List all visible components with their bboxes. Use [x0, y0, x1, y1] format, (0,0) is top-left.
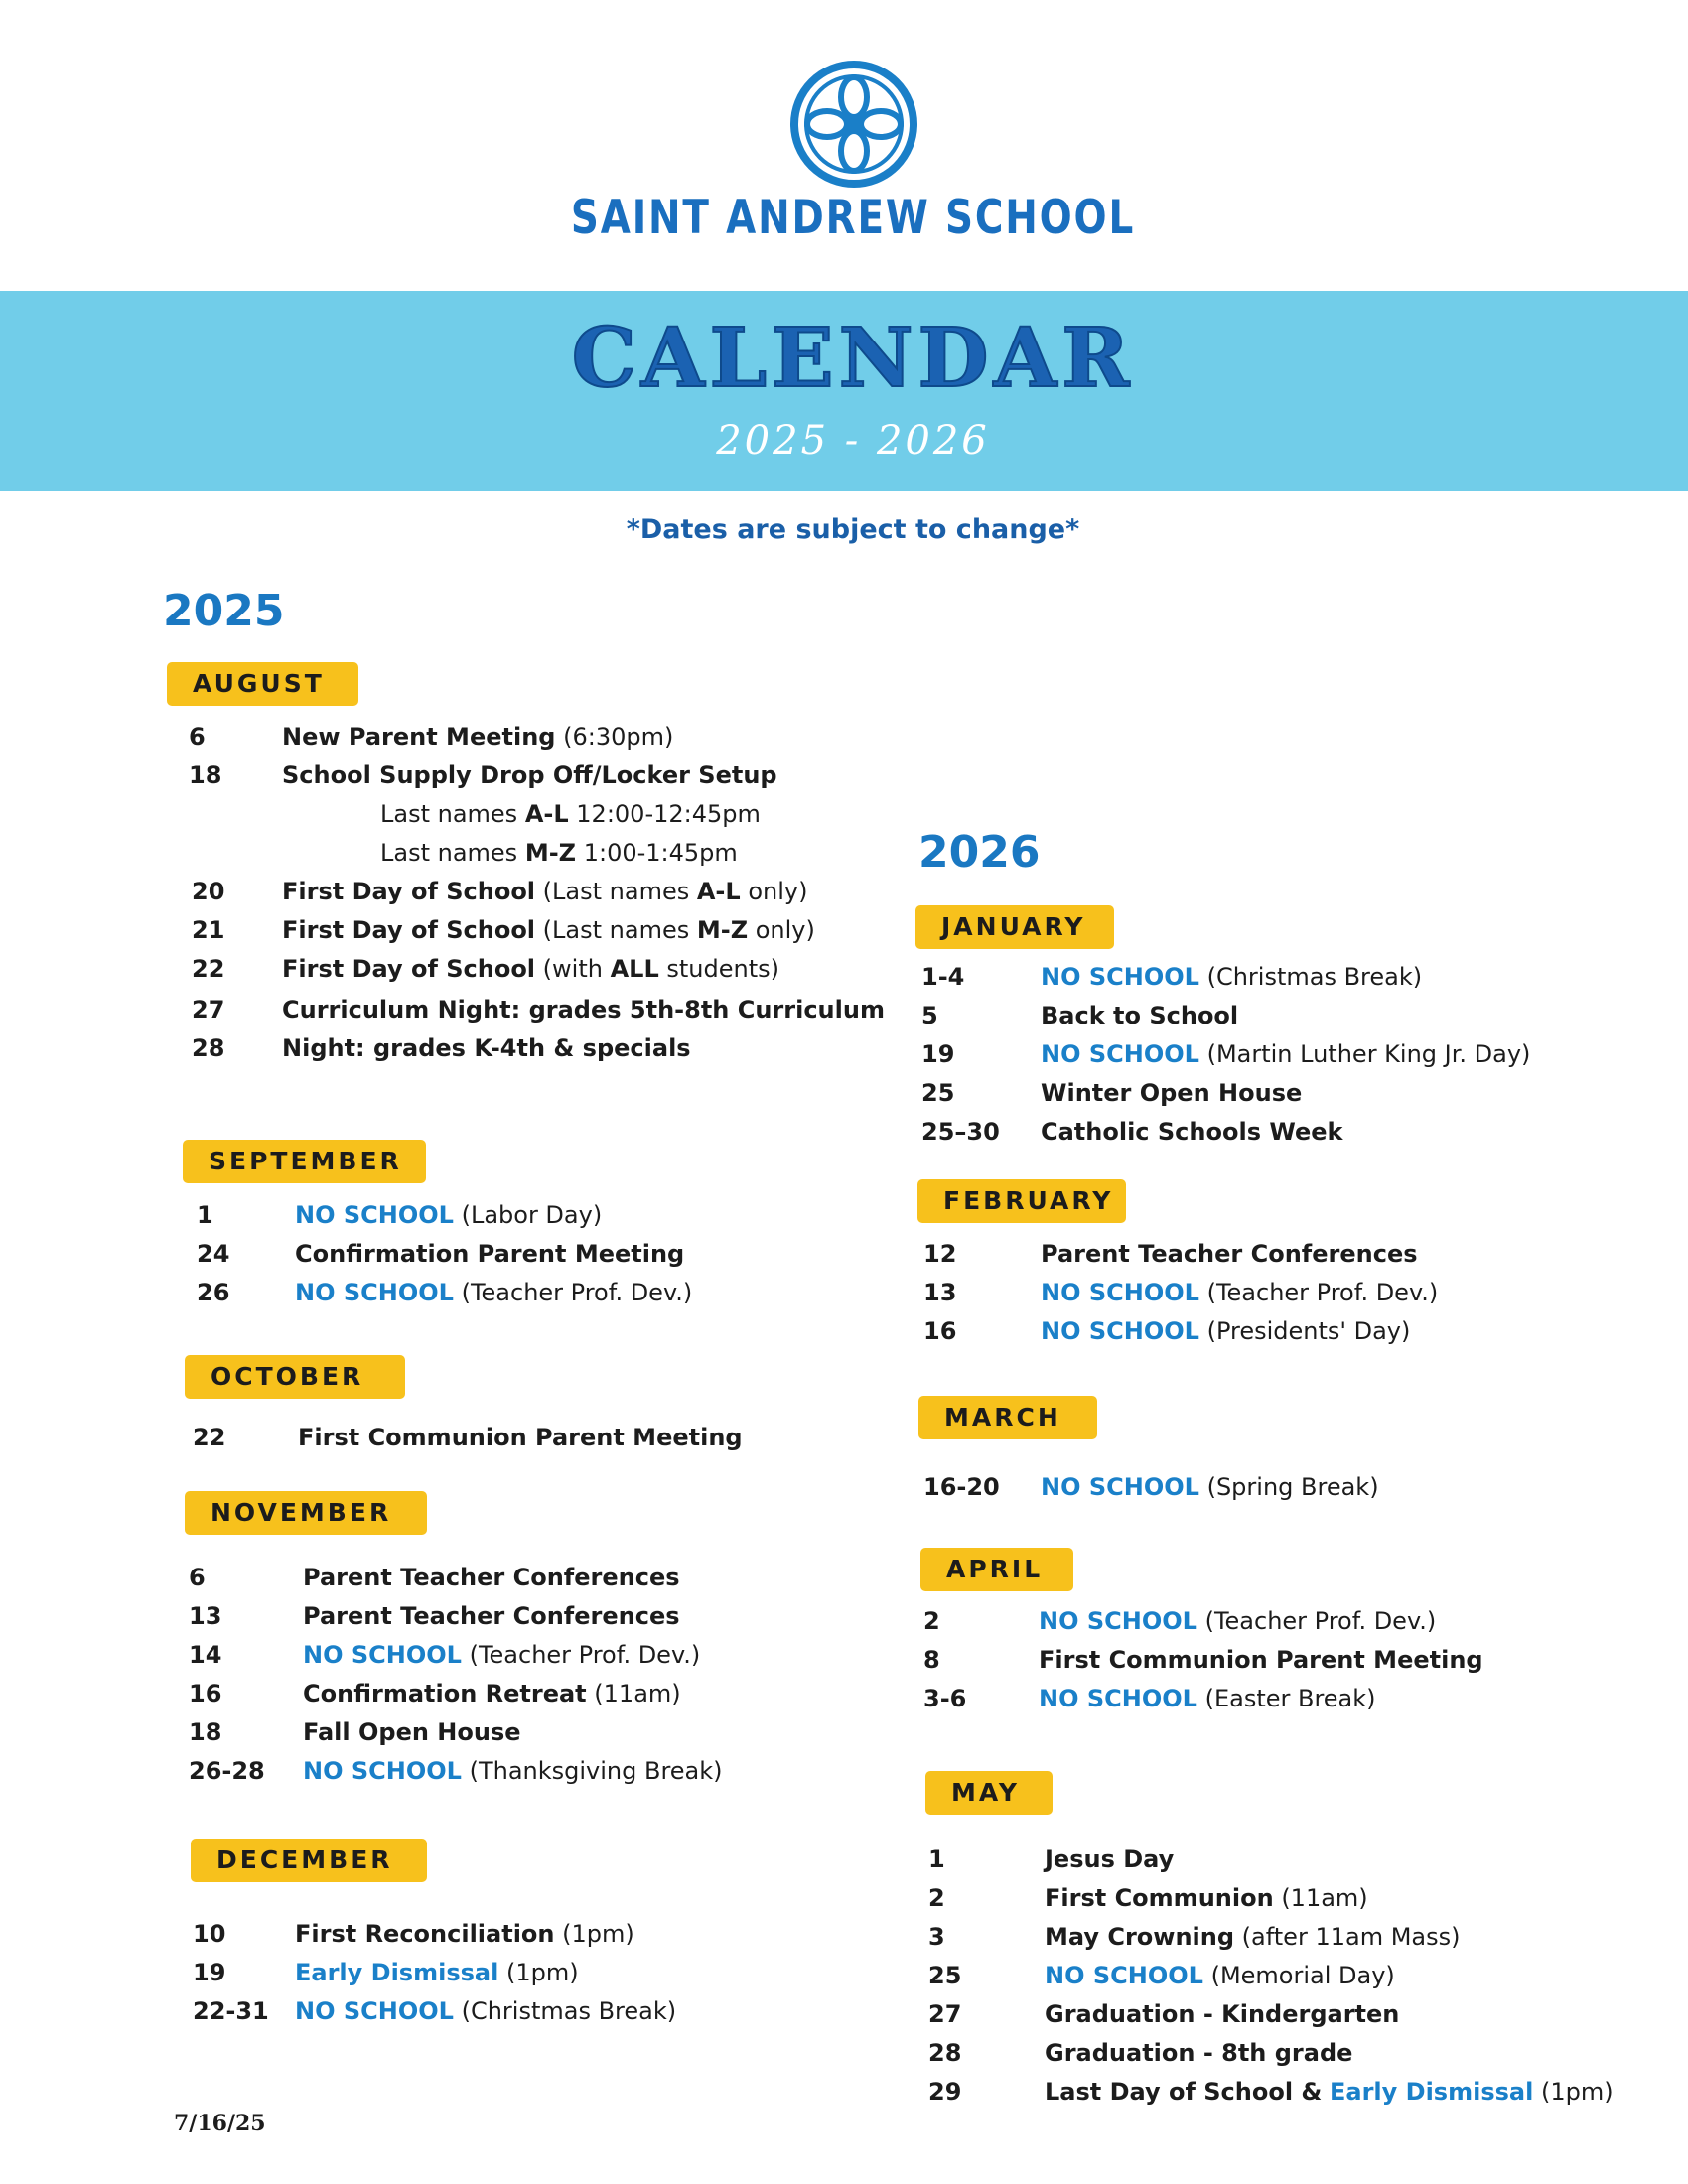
list-subitem: Last names M-Z 1:00-1:45pm: [380, 839, 738, 867]
school-year: 2025 - 2026: [716, 418, 990, 464]
year-heading-2025: 2025: [163, 586, 285, 636]
revision-date: 7/16/25: [174, 2111, 266, 2136]
month-tag-october: OCTOBER: [185, 1355, 405, 1399]
month-tag-april: APRIL: [920, 1548, 1073, 1591]
school-name: SAINT ANDREW SCHOOL: [570, 191, 1136, 245]
list-subitem: Last names A-L 12:00-12:45pm: [380, 800, 761, 828]
month-tag-september: SEPTEMBER: [183, 1140, 426, 1183]
rose-window-icon: [789, 60, 918, 189]
month-tag-november: NOVEMBER: [185, 1491, 427, 1535]
month-tag-january: JANUARY: [915, 905, 1114, 949]
year-heading-2026: 2026: [918, 827, 1041, 878]
month-tag-august: AUGUST: [167, 662, 358, 706]
month-tag-march: MARCH: [918, 1396, 1097, 1439]
title-banner: [0, 291, 1688, 491]
month-tag-may: MAY: [925, 1771, 1053, 1815]
page-title: CALENDAR: [571, 311, 1135, 406]
month-tag-february: FEBRUARY: [917, 1179, 1126, 1223]
disclaimer: *Dates are subject to change*: [626, 514, 1080, 545]
month-tag-december: DECEMBER: [191, 1839, 427, 1882]
